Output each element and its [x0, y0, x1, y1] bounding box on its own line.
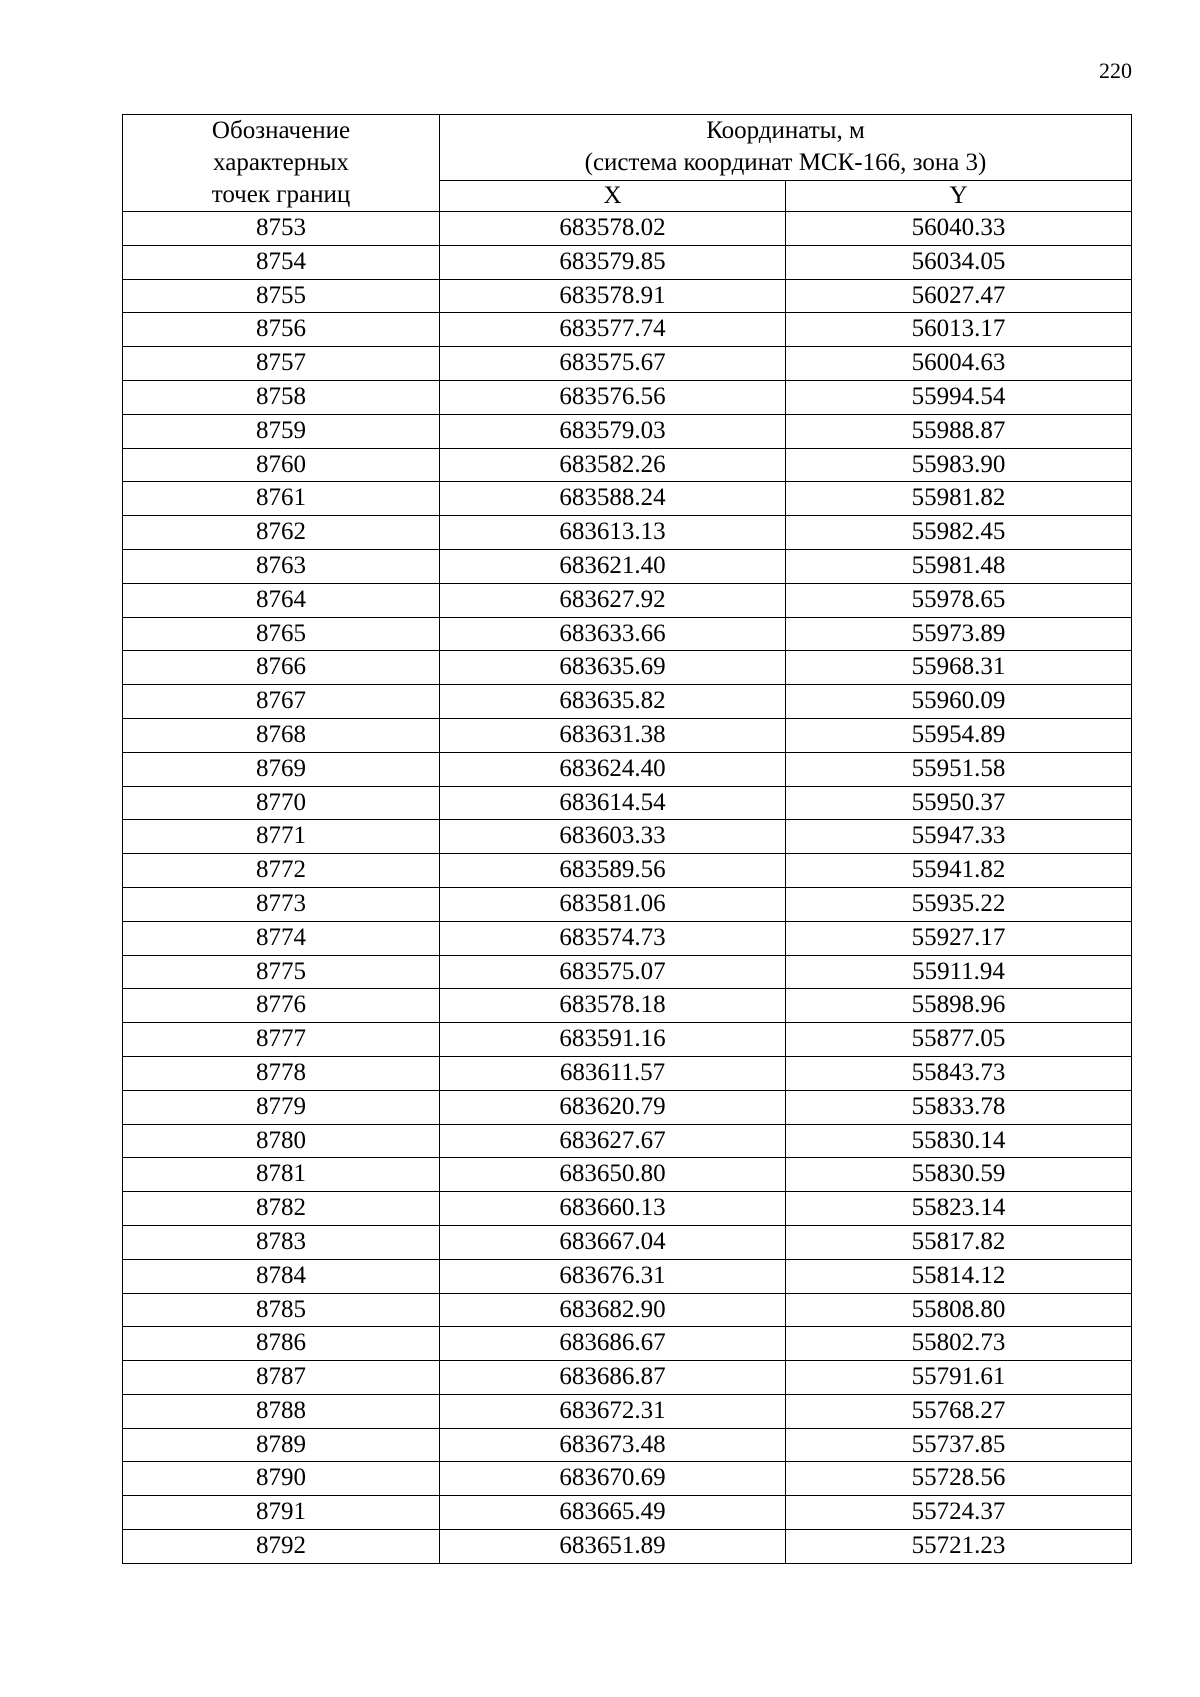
- x-cell: 683672.31: [440, 1394, 786, 1428]
- point-cell: 8767: [123, 685, 440, 719]
- x-cell: 683579.85: [440, 245, 786, 279]
- y-cell: 55823.14: [786, 1192, 1132, 1226]
- page-number: 220: [1099, 58, 1132, 83]
- y-cell: 55960.09: [786, 685, 1132, 719]
- x-cell: 683603.33: [440, 820, 786, 854]
- point-cell: 8774: [123, 921, 440, 955]
- y-cell: 55877.05: [786, 1023, 1132, 1057]
- y-cell: 55833.78: [786, 1090, 1132, 1124]
- x-cell: 683670.69: [440, 1462, 786, 1496]
- x-cell: 683577.74: [440, 313, 786, 347]
- y-cell: 55983.90: [786, 448, 1132, 482]
- table-row: [123, 1225, 1132, 1259]
- point-cell: 8778: [123, 1056, 440, 1090]
- y-cell: 55808.80: [786, 1293, 1132, 1327]
- x-cell: 683676.31: [440, 1259, 786, 1293]
- table-row: [123, 786, 1132, 820]
- x-cell: 683621.40: [440, 549, 786, 583]
- x-cell: 683591.16: [440, 1023, 786, 1057]
- y-cell: 55935.22: [786, 887, 1132, 921]
- table-row: [123, 1462, 1132, 1496]
- table-row: [123, 279, 1132, 313]
- point-cell: 8785: [123, 1293, 440, 1327]
- point-cell: 8784: [123, 1259, 440, 1293]
- table-row: [123, 245, 1132, 279]
- x-cell: 683575.67: [440, 347, 786, 381]
- point-cell: 8773: [123, 887, 440, 921]
- x-cell: 683673.48: [440, 1428, 786, 1462]
- point-cell: 8779: [123, 1090, 440, 1124]
- point-designation-header: [123, 115, 440, 212]
- y-cell: 55988.87: [786, 414, 1132, 448]
- point-cell: 8791: [123, 1496, 440, 1530]
- table-row: [123, 1361, 1132, 1395]
- x-cell: 683614.54: [440, 786, 786, 820]
- table-row: [123, 820, 1132, 854]
- x-cell: 683588.24: [440, 482, 786, 516]
- table-row: [123, 854, 1132, 888]
- point-cell: 8789: [123, 1428, 440, 1462]
- table-row: [123, 1158, 1132, 1192]
- x-cell: 683633.66: [440, 617, 786, 651]
- table-row: [123, 380, 1132, 414]
- y-cell: 56040.33: [786, 212, 1132, 246]
- x-cell: 683627.67: [440, 1124, 786, 1158]
- point-cell: 8768: [123, 718, 440, 752]
- point-cell: 8782: [123, 1192, 440, 1226]
- y-cell: 55898.96: [786, 989, 1132, 1023]
- x-cell: 683660.13: [440, 1192, 786, 1226]
- x-cell: 683624.40: [440, 752, 786, 786]
- y-cell: 56004.63: [786, 347, 1132, 381]
- table-row: [123, 887, 1132, 921]
- y-cell: 55978.65: [786, 583, 1132, 617]
- y-cell: 55728.56: [786, 1462, 1132, 1496]
- table-row: [123, 583, 1132, 617]
- x-cell: 683578.02: [440, 212, 786, 246]
- table-row: [123, 516, 1132, 550]
- table-row: [123, 448, 1132, 482]
- point-cell: 8781: [123, 1158, 440, 1192]
- y-cell: 55954.89: [786, 718, 1132, 752]
- x-cell: 683576.56: [440, 380, 786, 414]
- table-row: [123, 347, 1132, 381]
- x-cell: 683582.26: [440, 448, 786, 482]
- point-cell: 8776: [123, 989, 440, 1023]
- y-cell: 55911.94: [786, 955, 1132, 989]
- y-cell: 55768.27: [786, 1394, 1132, 1428]
- point-header-line: характерных: [213, 149, 349, 176]
- point-cell: 8771: [123, 820, 440, 854]
- point-cell: 8787: [123, 1361, 440, 1395]
- point-cell: 8756: [123, 313, 440, 347]
- x-cell: 683686.87: [440, 1361, 786, 1395]
- point-cell: 8757: [123, 347, 440, 381]
- table-row: [123, 1327, 1132, 1361]
- point-header-line: Обозначение: [211, 117, 351, 144]
- point-cell: 8758: [123, 380, 440, 414]
- point-cell: 8769: [123, 752, 440, 786]
- x-cell: 683575.07: [440, 955, 786, 989]
- x-cell: 683651.89: [440, 1530, 786, 1564]
- point-cell: 8753: [123, 212, 440, 246]
- table-row: [123, 549, 1132, 583]
- y-cell: 56034.05: [786, 245, 1132, 279]
- table-row: [123, 1428, 1132, 1462]
- x-cell: 683665.49: [440, 1496, 786, 1530]
- point-cell: 8780: [123, 1124, 440, 1158]
- y-cell: 56013.17: [786, 313, 1132, 347]
- x-cell: 683620.79: [440, 1090, 786, 1124]
- point-cell: 8775: [123, 955, 440, 989]
- x-cell: 683613.13: [440, 516, 786, 550]
- point-cell: 8792: [123, 1530, 440, 1564]
- y-cell: 55981.82: [786, 482, 1132, 516]
- table-row: [123, 651, 1132, 685]
- y-cell: 55994.54: [786, 380, 1132, 414]
- table-row: [123, 718, 1132, 752]
- table-row: [123, 685, 1132, 719]
- table-row: [123, 1056, 1132, 1090]
- y-cell: 55830.14: [786, 1124, 1132, 1158]
- point-cell: 8755: [123, 279, 440, 313]
- y-cell: 55927.17: [786, 921, 1132, 955]
- x-cell: 683631.38: [440, 718, 786, 752]
- x-cell: 683635.82: [440, 685, 786, 719]
- y-cell: 55843.73: [786, 1056, 1132, 1090]
- point-cell: 8772: [123, 854, 440, 888]
- x-cell: 683581.06: [440, 887, 786, 921]
- point-cell: 8786: [123, 1327, 440, 1361]
- header-row-top: [123, 115, 1132, 181]
- point-cell: 8759: [123, 414, 440, 448]
- table-row: [123, 1090, 1132, 1124]
- point-cell: 8777: [123, 1023, 440, 1057]
- x-cell: 683589.56: [440, 854, 786, 888]
- table-row: [123, 1293, 1132, 1327]
- x-cell: 683650.80: [440, 1158, 786, 1192]
- coords-header-line: (система координат МСК-166, зона 3): [584, 149, 987, 177]
- y-cell: 56027.47: [786, 279, 1132, 313]
- table-row: [123, 414, 1132, 448]
- coordinates-header: [440, 115, 1132, 181]
- table-row: [123, 1192, 1132, 1226]
- y-column-header: Y: [786, 180, 1132, 211]
- y-cell: 55951.58: [786, 752, 1132, 786]
- point-cell: 8788: [123, 1394, 440, 1428]
- point-cell: 8760: [123, 448, 440, 482]
- y-cell: 55941.82: [786, 854, 1132, 888]
- table-row: [123, 482, 1132, 516]
- table-row: [123, 921, 1132, 955]
- table-row: [123, 1530, 1132, 1564]
- point-cell: 8765: [123, 617, 440, 651]
- y-cell: 55721.23: [786, 1530, 1132, 1564]
- table-row: [123, 313, 1132, 347]
- point-cell: 8764: [123, 583, 440, 617]
- point-cell: 8783: [123, 1225, 440, 1259]
- table-body: [123, 212, 1132, 1564]
- y-cell: 55737.85: [786, 1428, 1132, 1462]
- x-cell: 683667.04: [440, 1225, 786, 1259]
- point-cell: 8761: [123, 482, 440, 516]
- table-row: [123, 955, 1132, 989]
- table-row: [123, 1023, 1132, 1057]
- table-row: [123, 1496, 1132, 1530]
- x-cell: 683682.90: [440, 1293, 786, 1327]
- table-row: [123, 1394, 1132, 1428]
- x-cell: 683579.03: [440, 414, 786, 448]
- table-row: [123, 617, 1132, 651]
- x-cell: 683611.57: [440, 1056, 786, 1090]
- x-cell: 683686.67: [440, 1327, 786, 1361]
- x-cell: 683574.73: [440, 921, 786, 955]
- x-column-header: X: [440, 180, 786, 211]
- table-row: [123, 212, 1132, 246]
- coords-header-line: Координаты, м: [706, 117, 865, 145]
- table-header: [123, 115, 1132, 212]
- table-row: [123, 989, 1132, 1023]
- y-cell: 55982.45: [786, 516, 1132, 550]
- point-cell: 8770: [123, 786, 440, 820]
- y-cell: 55814.12: [786, 1259, 1132, 1293]
- point-cell: 8763: [123, 549, 440, 583]
- y-cell: 55968.31: [786, 651, 1132, 685]
- y-cell: 55791.61: [786, 1361, 1132, 1395]
- point-cell: 8754: [123, 245, 440, 279]
- point-cell: 8766: [123, 651, 440, 685]
- x-cell: 683578.18: [440, 989, 786, 1023]
- x-cell: 683635.69: [440, 651, 786, 685]
- y-cell: 55947.33: [786, 820, 1132, 854]
- y-cell: 55817.82: [786, 1225, 1132, 1259]
- y-cell: 55981.48: [786, 549, 1132, 583]
- point-cell: 8790: [123, 1462, 440, 1496]
- y-cell: 55830.59: [786, 1158, 1132, 1192]
- point-cell: 8762: [123, 516, 440, 550]
- coordinates-table: [122, 114, 1132, 1564]
- point-header-line: точек границ: [211, 181, 351, 208]
- x-cell: 683627.92: [440, 583, 786, 617]
- y-cell: 55950.37: [786, 786, 1132, 820]
- y-cell: 55724.37: [786, 1496, 1132, 1530]
- x-cell: 683578.91: [440, 279, 786, 313]
- y-cell: 55973.89: [786, 617, 1132, 651]
- y-cell: 55802.73: [786, 1327, 1132, 1361]
- table-row: [123, 1259, 1132, 1293]
- table-row: [123, 1124, 1132, 1158]
- table-row: [123, 752, 1132, 786]
